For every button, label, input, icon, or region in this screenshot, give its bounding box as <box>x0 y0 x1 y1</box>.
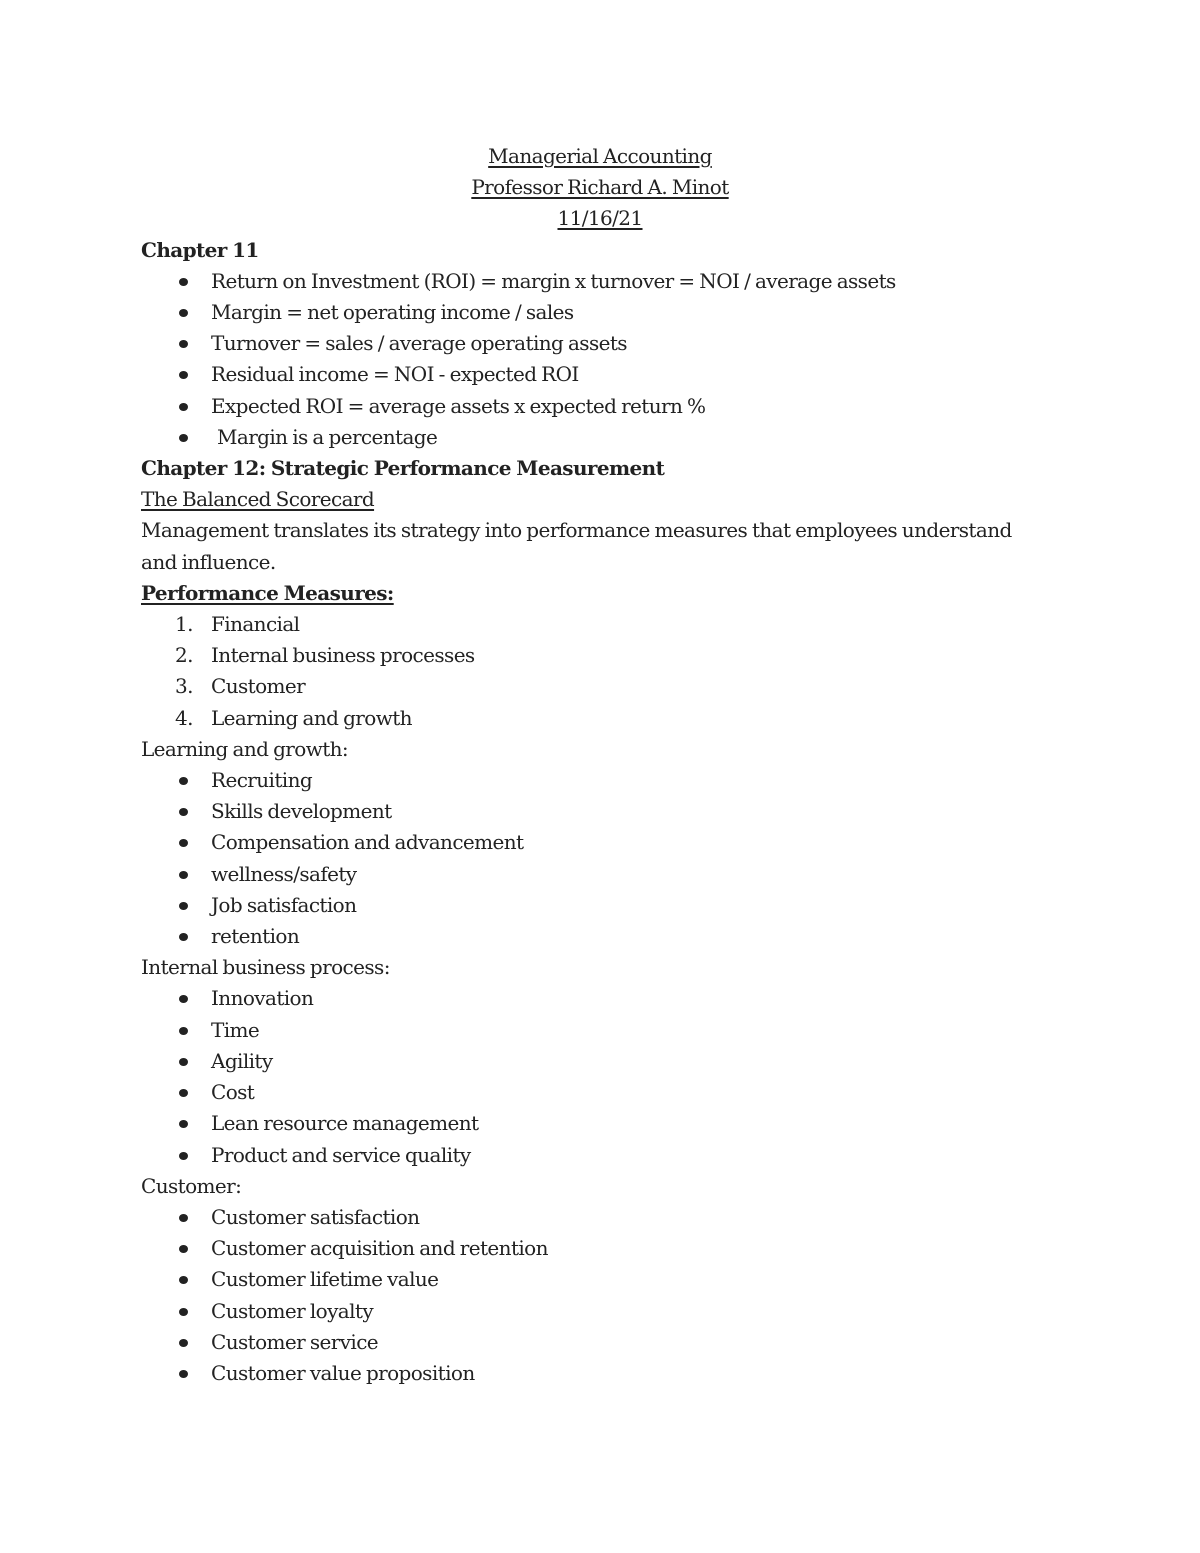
list-item: 2. Internal business processes <box>175 643 475 668</box>
learning-growth-heading: Learning and growth: <box>141 736 349 761</box>
list-item: Recruiting <box>141 765 1041 796</box>
bullet-icon <box>179 340 188 348</box>
internal-process-list <box>141 983 1041 1170</box>
bullet-icon <box>179 1152 188 1160</box>
list-item: 1. Financial <box>175 612 300 637</box>
list-item: 3. Customer <box>175 674 306 699</box>
bullet-icon <box>179 371 188 379</box>
list-item: Margin = net operating income / sales <box>141 297 1041 328</box>
list-item: Time <box>141 1015 1041 1046</box>
list-item: Customer lifetime value <box>141 1264 1041 1295</box>
bullet-icon <box>179 933 188 941</box>
list-item: Skills development <box>141 796 1041 827</box>
bullet-icon <box>179 839 188 847</box>
list-item: Product and service quality <box>141 1140 1041 1171</box>
bullet-icon <box>179 902 188 910</box>
list-item: Customer value proposition <box>141 1358 1041 1389</box>
bullet-icon <box>179 1058 188 1066</box>
bullet-icon <box>179 309 188 317</box>
bullet-icon <box>179 1214 188 1222</box>
professor-name: Professor Richard A. Minot <box>471 175 729 200</box>
learning-growth-list <box>141 765 1041 952</box>
bullet-icon <box>179 808 188 816</box>
performance-measures-heading: Performance Measures: <box>141 580 394 605</box>
bullet-icon <box>179 1120 188 1128</box>
bullet-icon <box>179 777 188 785</box>
bullet-icon <box>179 1089 188 1097</box>
bullet-icon <box>179 995 188 1003</box>
chapter-11-list <box>141 266 1041 453</box>
list-item: Compensation and advancement <box>141 827 1041 858</box>
list-item: Margin is a percentage <box>141 422 1041 453</box>
list-item: Return on Investment (ROI) = margin x turnover = NOI / average assets <box>141 266 1041 297</box>
customer-heading: Customer: <box>141 1173 242 1198</box>
list-item: wellness/safety <box>141 859 1041 890</box>
bullet-icon <box>179 1370 188 1378</box>
performance-measures-list <box>141 609 1041 734</box>
list-item: Customer satisfaction <box>141 1202 1041 1233</box>
balanced-scorecard-subheading: The Balanced Scorecard <box>141 487 375 512</box>
scorecard-description: Management translates its strategy into performance measures that employees understand and influence. <box>141 518 1012 574</box>
bullet-icon <box>179 1245 188 1253</box>
list-item: Turnover = sales / average operating assets <box>141 328 1041 359</box>
internal-process-heading: Internal business process: <box>141 955 390 980</box>
bullet-icon <box>179 278 188 286</box>
chapter-12-heading: Chapter 12: Strategic Performance Measurement <box>141 456 665 481</box>
customer-list <box>141 1202 1041 1389</box>
list-item: Expected ROI = average assets x expected return % <box>141 391 1041 422</box>
list-item: Cost <box>141 1077 1041 1108</box>
bullet-icon <box>179 1308 188 1316</box>
list-item: Residual income = NOI - expected ROI <box>141 359 1041 390</box>
list-item: Customer acquisition and retention <box>141 1233 1041 1264</box>
bullet-icon <box>179 434 188 442</box>
bullet-icon <box>179 403 188 411</box>
bullet-icon <box>179 1339 188 1347</box>
bullet-icon <box>179 871 188 879</box>
list-item: Lean resource management <box>141 1108 1041 1139</box>
list-item: Job satisfaction <box>141 890 1041 921</box>
list-item: 4. Learning and growth <box>175 705 412 730</box>
course-title: Managerial Accounting <box>488 144 712 168</box>
bullet-icon <box>179 1027 188 1035</box>
list-item: Customer loyalty <box>141 1296 1041 1327</box>
chapter-11-heading: Chapter 11 <box>141 237 259 262</box>
bullet-icon <box>179 1276 188 1284</box>
list-item: retention <box>141 921 1041 952</box>
document-date: 11/16/21 <box>557 206 643 231</box>
list-item: Agility <box>141 1046 1041 1077</box>
list-item: Innovation <box>141 983 1041 1014</box>
list-item: Customer service <box>141 1327 1041 1358</box>
document-content <box>141 141 1041 1389</box>
